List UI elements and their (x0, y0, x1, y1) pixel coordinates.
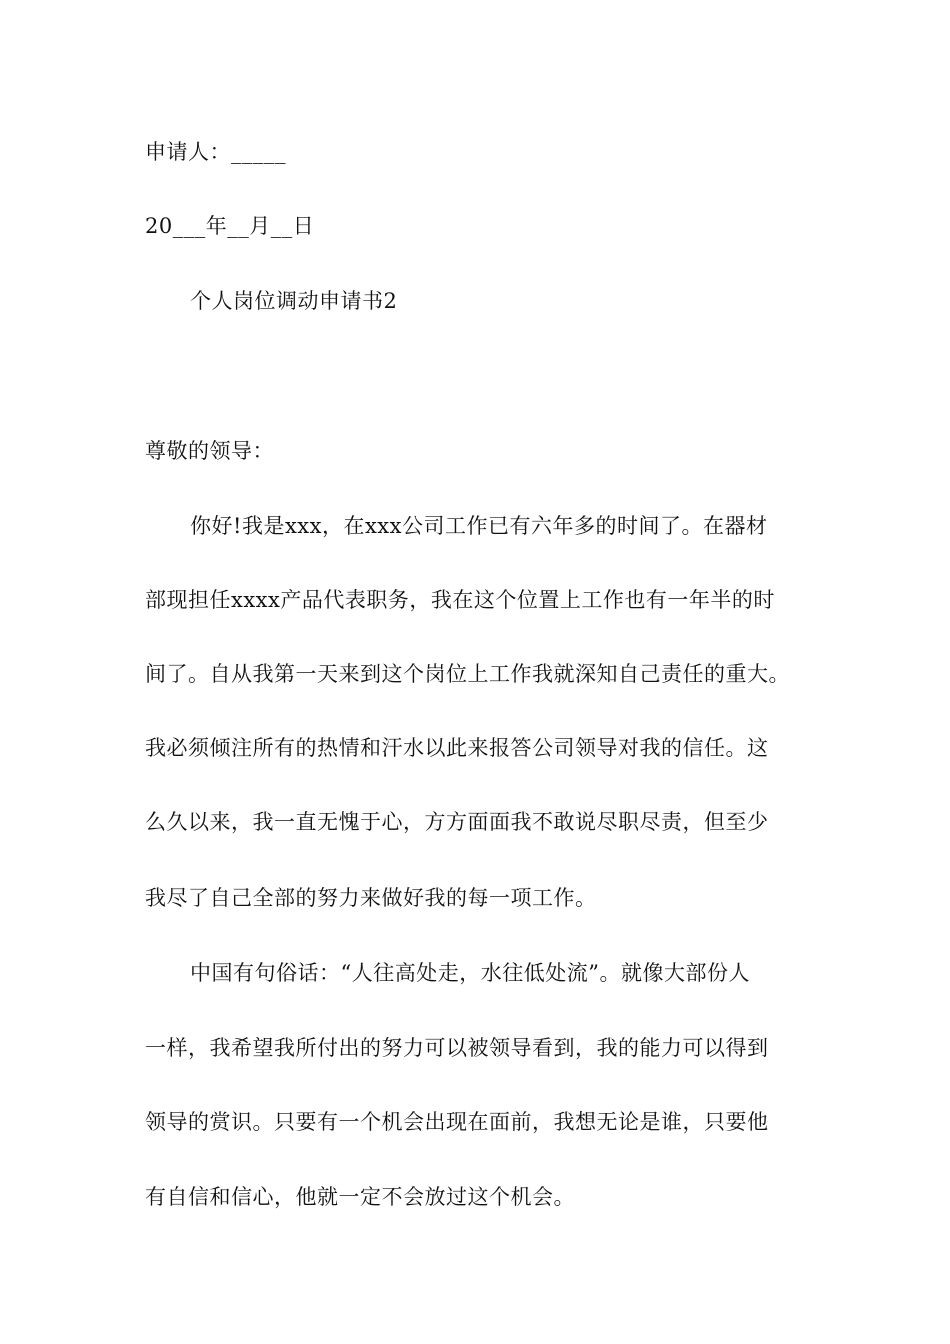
paragraph-1-line-5: 么久以来，我一直无愧于心，方方面面我不敢说尽职尽责，但至少 (145, 810, 769, 834)
paragraph-2-line-3: 领导的赏识。只要有一个机会出现在面前，我想无论是谁，只要他 (145, 1110, 769, 1134)
paragraph-1-line-4: 我必须倾注所有的热情和汗水以此来报答公司领导对我的信任。这 (145, 736, 769, 760)
paragraph-2-line-4: 有自信和信心，他就一定不会放过这个机会。 (145, 1185, 575, 1209)
paragraph-1-line-6: 我尽了自己全部的努力来做好我的每一项工作。 (145, 886, 597, 910)
date-line: 20___年__月__日 (145, 214, 315, 238)
paragraph-1-line-3: 间了。自从我第一天来到这个岗位上工作我就深知自己责任的重大。 (145, 662, 790, 686)
document-title: 个人岗位调动申请书2 (190, 289, 398, 313)
paragraph-1-line-1: 你好!我是xxx，在xxx公司工作已有六年多的时间了。在器材 (190, 514, 768, 538)
paragraph-2-line-1: 中国有句俗话：“人往高处走，水往低处流”。就像大部份人 (190, 961, 750, 985)
applicant-line: 申请人：_____ (145, 140, 286, 164)
paragraph-1-line-2: 部现担任xxxx产品代表职务，我在这个位置上工作也有一年半的时 (145, 588, 775, 612)
paragraph-2-line-2: 一样，我希望我所付出的努力可以被领导看到，我的能力可以得到 (145, 1036, 769, 1060)
salutation: 尊敬的领导： (145, 439, 274, 463)
